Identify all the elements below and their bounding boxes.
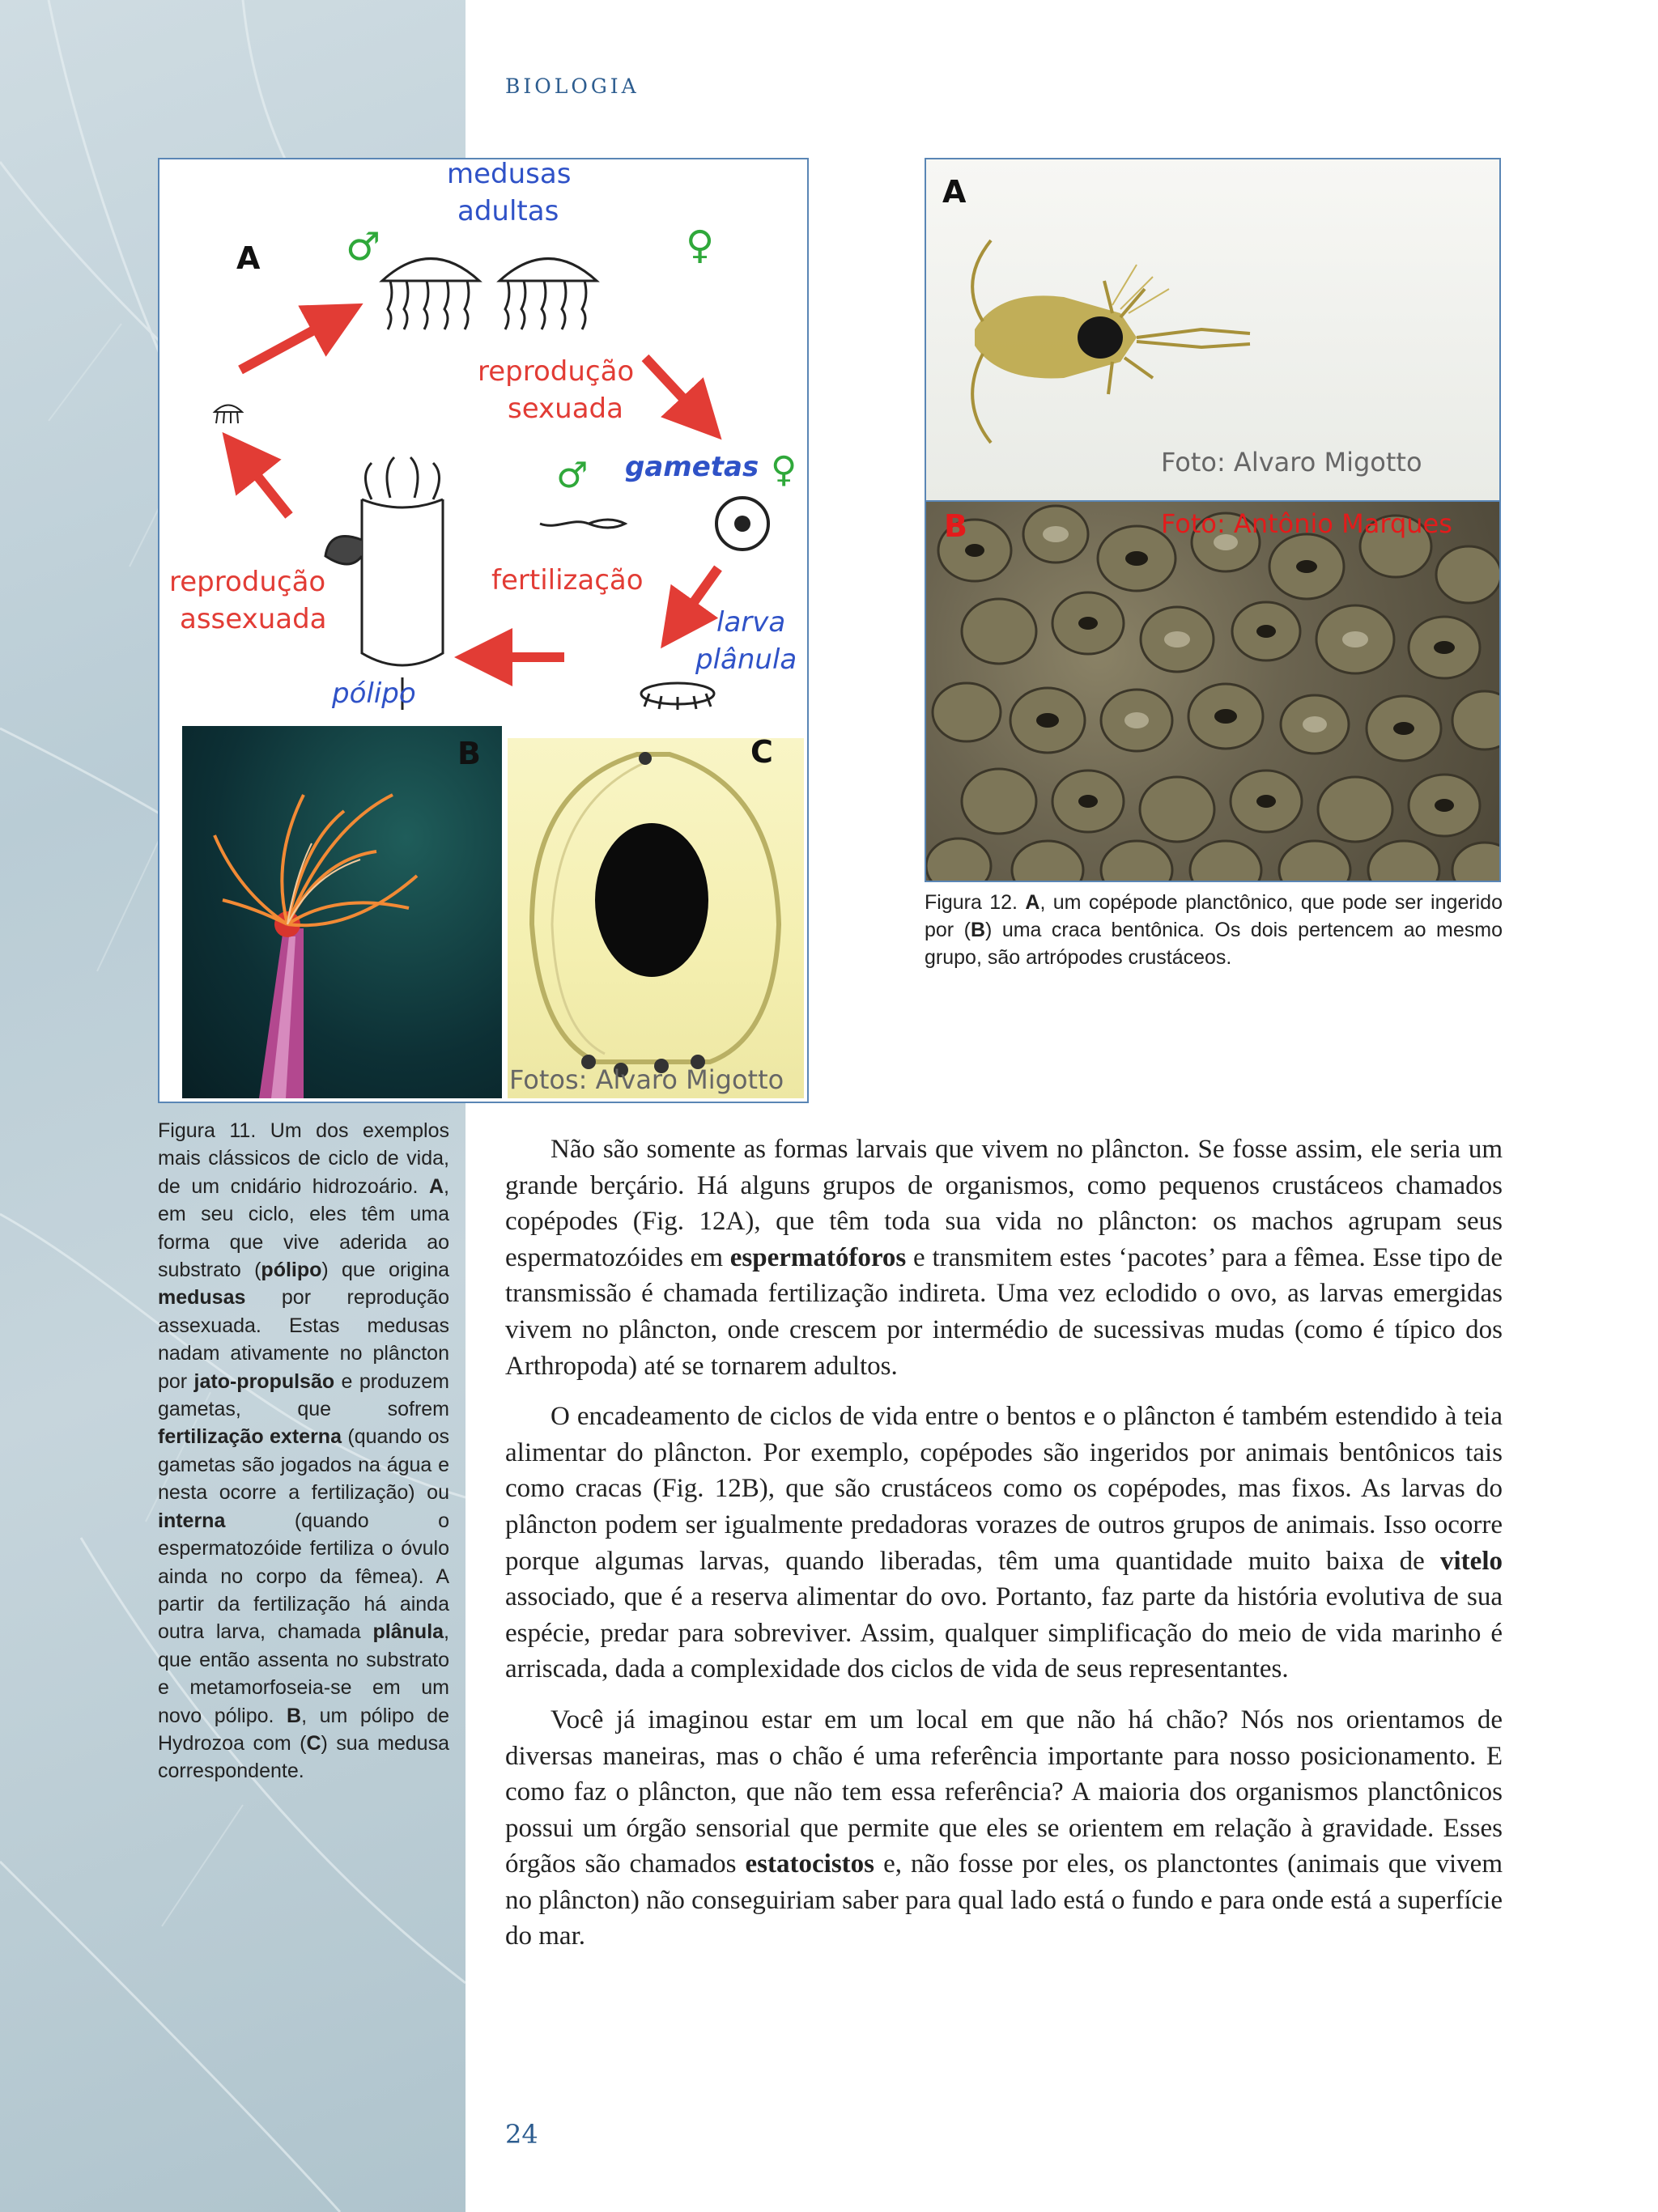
figure-11-credit: Fotos: Alvaro Migotto	[509, 1064, 784, 1095]
figure-11	[158, 158, 809, 1103]
polyp-icon	[325, 457, 443, 710]
label-larva: larva	[716, 606, 786, 639]
running-title: BIOLOGIA	[505, 74, 640, 98]
male-symbol-icon: ♂	[346, 224, 381, 270]
label-adultas: adultas	[457, 195, 559, 227]
label-planula: plânula	[695, 643, 797, 676]
planula-larva-icon	[641, 683, 714, 710]
gamete-male-symbol-icon: ♂	[556, 455, 589, 496]
label-medusas: medusas	[447, 158, 572, 190]
medusa-male-icon	[382, 259, 479, 330]
figure-12b-credit: Foto: Antônio Marques	[1161, 508, 1452, 539]
paragraph-3: Você já imaginou estar em um local em que não há chão? Nós nos orientamos de diversas maneiras, mas o chão é uma referência importante para nosso posicionamento. E como faz o plâncton, que não tem essa referência? A maioria dos organismos planctônicos possui um órgão sensorial que permite que eles se orientem em relação à gravidade. Esses órgãos são chamados estatocistos e, não fosse por eles, os planctontes (animais que vivem no plâncton) não conseguiriam saber para qual lado está o fundo e para onde está a superfície do mar.	[505, 1705, 1503, 1951]
label-panel-c: C	[750, 738, 773, 770]
label-fig12-panel-a: A	[942, 174, 967, 210]
label-sexuada: sexuada	[508, 393, 623, 425]
label-polipo: pólipo	[332, 677, 416, 710]
figure-11-caption: Figura 11. Um dos exemplos mais clássicos de ciclo de vida, de um cnidário hidrozoário. A, em seu ciclo, eles têm uma forma que vive aderida ao substrato (pólipo) que origina medusas por reprodução assexuada. Estas medusas nadam ativamente no plâncton por jato-propulsão e produzem gametas, que sofrem fertilização externa (quando os gametas são jogados na água e nesta ocorre a fertilização) ou interna (quando o espermatozóide fertiliza o óvulo ainda no corpo da fêmea). A partir da fertilização há ainda outra larva, chamada plânula, que então assenta no substrato e metamorfoseia-se em um novo pólipo. B, um pólipo de Hydrozoa com (C) sua medusa correspondente.	[158, 1119, 450, 1783]
medusa-photo-illustration	[508, 738, 804, 1098]
label-reproducao-sexuada: reprodução	[478, 355, 635, 388]
label-fertilizacao: fertilização	[491, 564, 644, 597]
figure-12-caption: Figura 12. A, um copépode planctônico, que pode ser ingerido por (B) uma craca bentônica. Os dois pertencem ao mesmo grupo, são artrópodes crustáceos.	[925, 891, 1503, 969]
label-fig12-panel-b: B	[944, 508, 967, 544]
photo-barnacles	[925, 502, 1501, 882]
label-assexuada: assexuada	[180, 603, 327, 635]
medusa-female-icon	[500, 259, 597, 330]
figure-12a-credit: Foto: Alvaro Migotto	[1161, 447, 1422, 478]
label-panel-b: B	[457, 736, 481, 771]
label-reproducao-assexuada: reprodução	[169, 566, 326, 598]
main-text	[505, 1131, 1503, 1969]
ephyra-icon	[215, 405, 242, 424]
barnacles-illustration	[926, 502, 1501, 882]
label-panel-a: A	[236, 240, 261, 276]
label-gametas: gametas	[625, 451, 759, 483]
gamete-female-symbol-icon: ♀	[771, 449, 797, 490]
paragraph-1: Não são somente as formas larvais que vivem no plâncton. Se fosse assim, ele seria um grande berçário. Há alguns grupos de organismos, como pequenos crustáceos chamados copépodes (Fig. 12A), que têm toda sua vida no plâncton: os machos agrupam seus espermatozóides em espermatóforos e transmitem estes ‘pacotes’ para a fêmea. Esse tipo de transmissão é chamada fertilização indireta. Uma vez eclodido o ovo, as larvas emergidas vivem no plâncton, onde crescem por intermédio de sucessivas mudas (como é típico dos Arthropoda) até se tornarem adultos.	[505, 1135, 1503, 1381]
photo-hydrozoa-polyp	[182, 726, 502, 1098]
gametes-icon	[540, 498, 768, 550]
female-symbol-icon: ♀	[686, 223, 715, 268]
page-number: 24	[505, 2119, 538, 2150]
photo-hydrozoa-medusa	[508, 738, 804, 1098]
paragraph-2: O encadeamento de ciclos de vida entre o bentos e o plâncton é também estendido à teia alimentar do plâncton. Por exemplo, copépodes são ingeridos por animais bentônicos tais como cracas (Fig. 12B), que são crustáceos como os copépodes, mas fixos. As larvas do plâncton podem ser igualmente predadoras vorazes de outros grupos de animais. Isso ocorre porque algumas larvas, quando liberadas, têm uma quantidade muito baixa de vitelo associado, que é a reserva alimentar do ovo. Portanto, faz parte da história evolutiva de sua espécie, predar para sobreviver. Assim, qualquer simplificação do meio de vida marinho é arriscada, dada a complexidade dos ciclos de vida de seus representantes.	[505, 1402, 1503, 1684]
photo-copepod	[925, 158, 1501, 502]
polyp-photo-illustration	[182, 726, 502, 1098]
